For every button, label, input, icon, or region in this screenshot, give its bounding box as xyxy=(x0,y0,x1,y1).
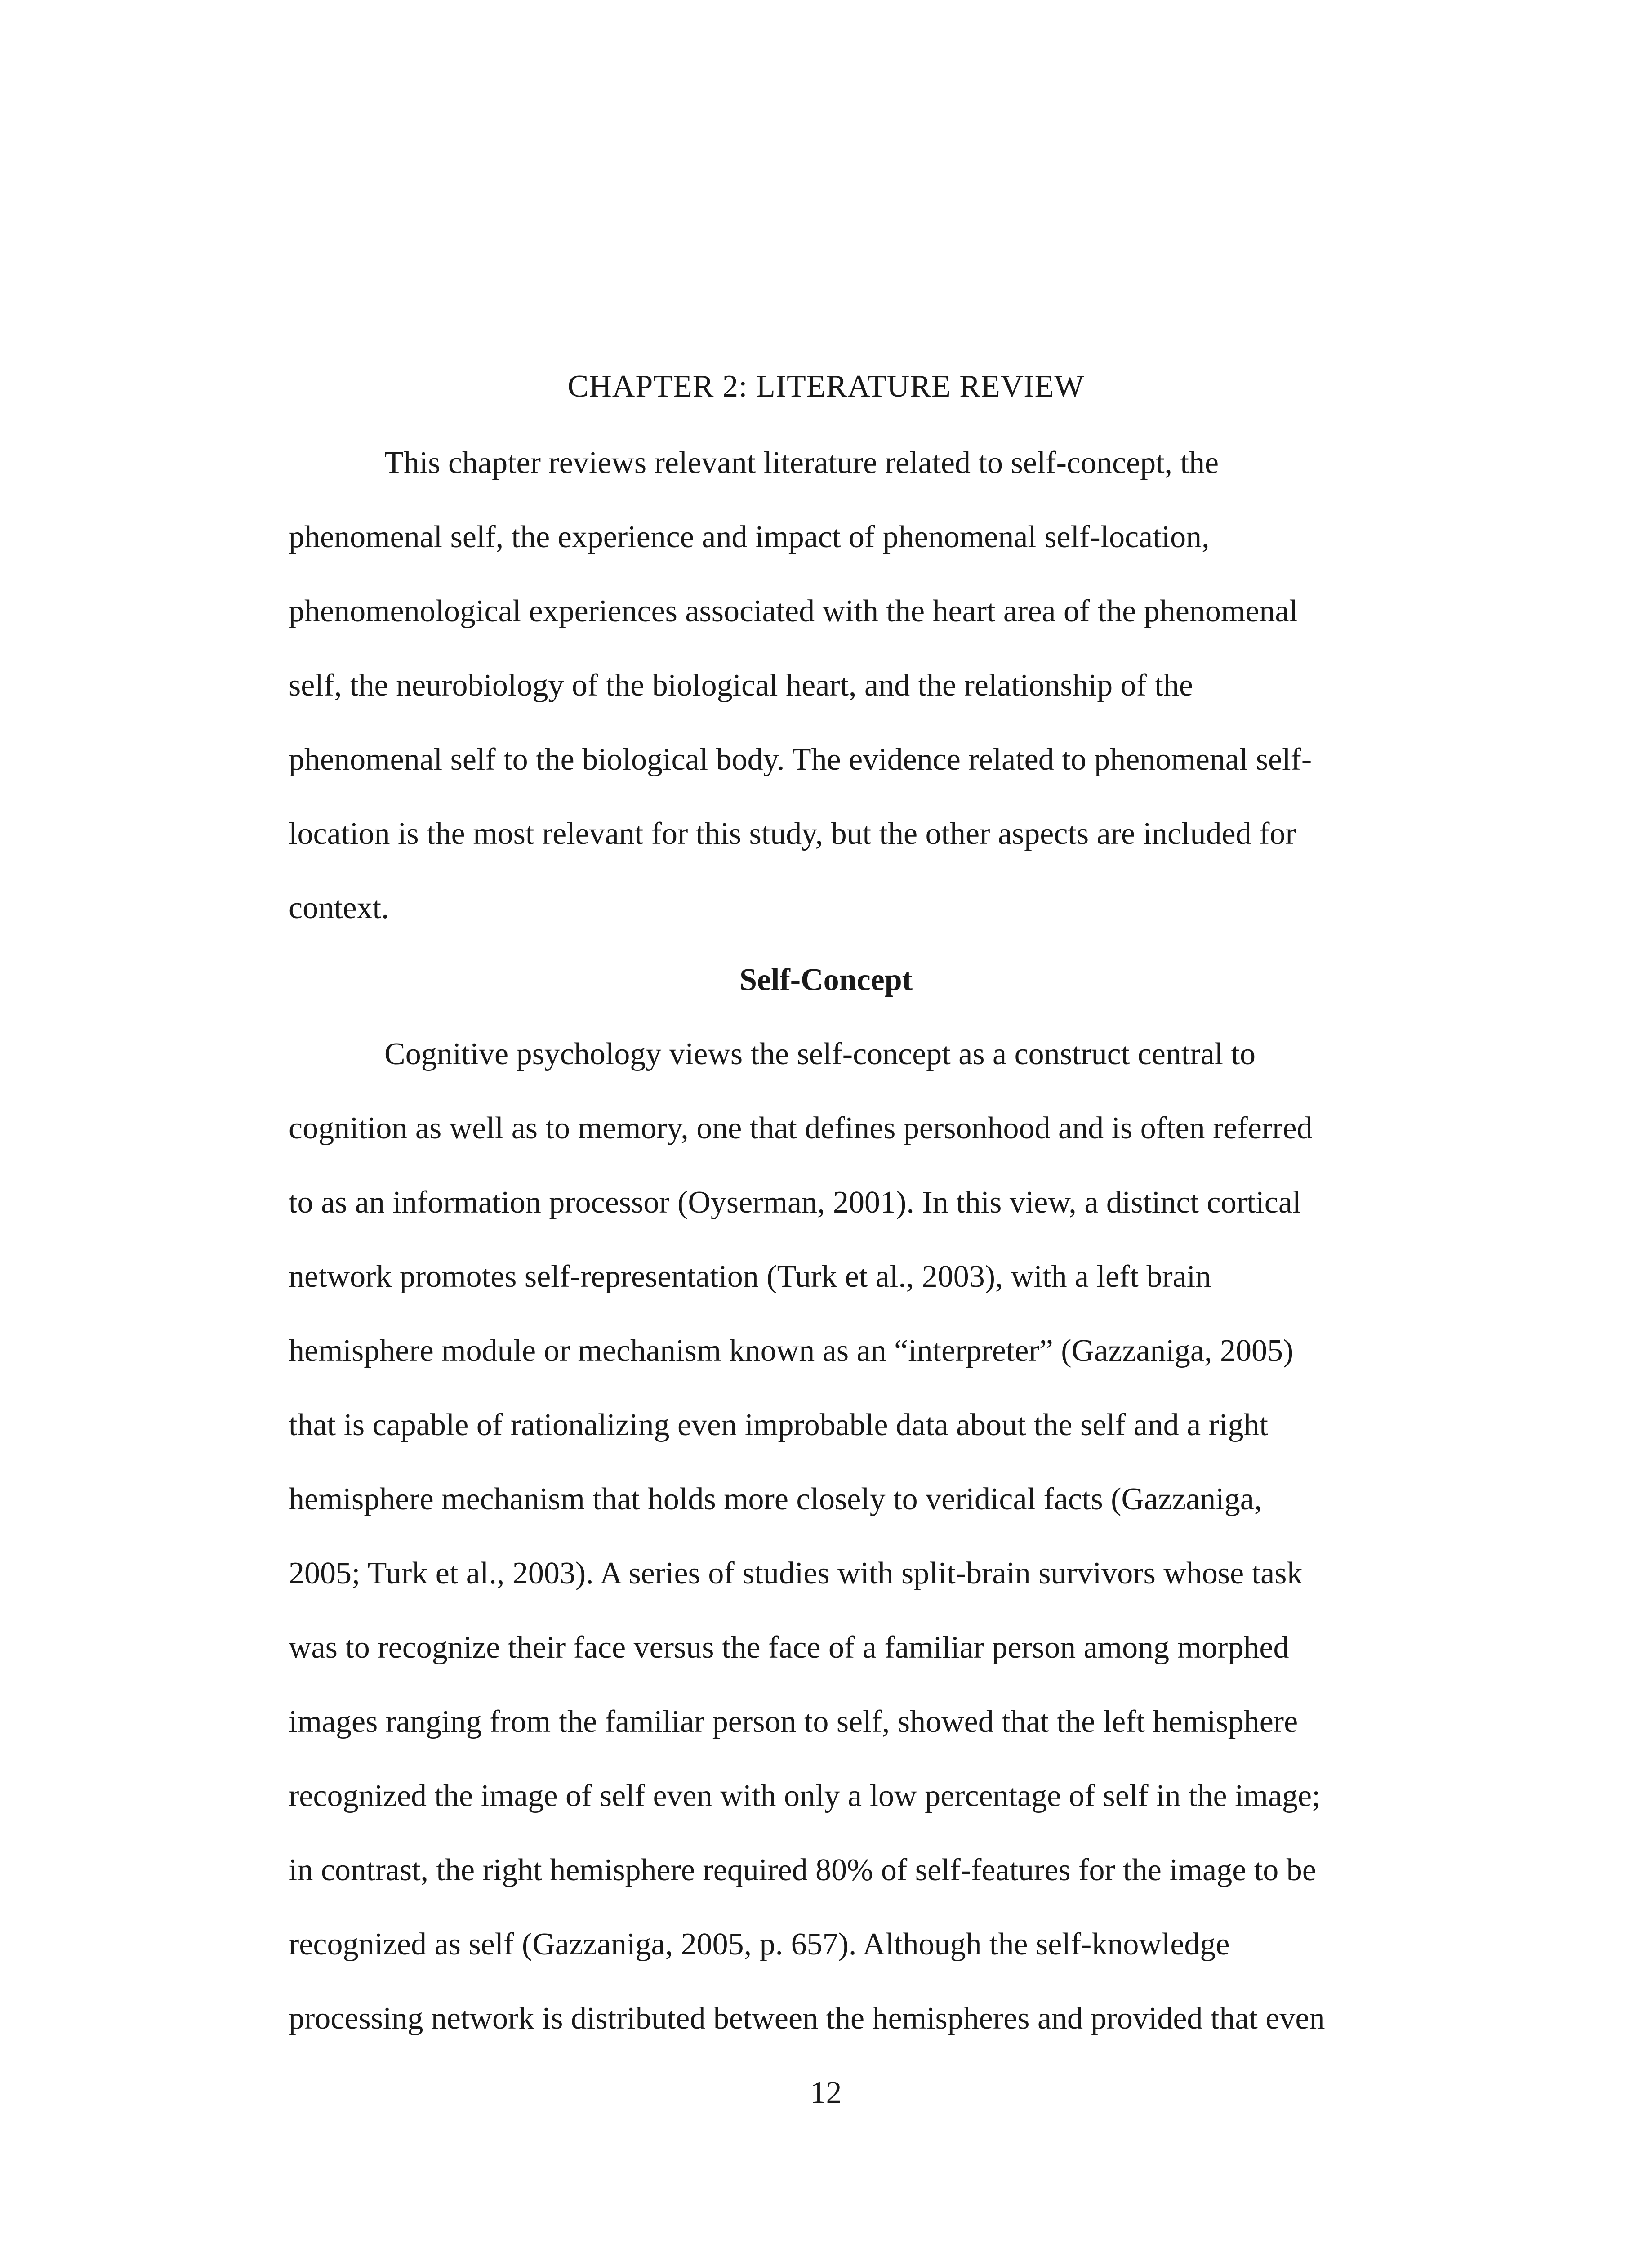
body-line: Cognitive psychology views the self-concept as a construct central to xyxy=(384,1037,1256,1071)
intro-line: self, the neurobiology of the biological heart, and the relationship of the xyxy=(289,668,1193,703)
intro-line: phenomenal self, the experience and impact of phenomenal self-location, xyxy=(289,520,1210,554)
body-line: hemisphere module or mechanism known as an “interpreter” (Gazzaniga, 2005) xyxy=(289,1334,1294,1368)
intro-line: phenomenal self to the biological body. The evidence related to phenomenal self- xyxy=(289,742,1312,777)
intro-line: location is the most relevant for this study, but the other aspects are included for xyxy=(289,816,1296,851)
body-line: that is capable of rationalizing even improbable data about the self and a right xyxy=(289,1408,1268,1442)
page-number: 12 xyxy=(810,2075,842,2110)
body-line: recognized the image of self even with only a low percentage of self in the image; xyxy=(289,1779,1321,1813)
body-line: in contrast, the right hemisphere required 80% of self-features for the image to be xyxy=(289,1853,1316,1887)
body-line: network promotes self-representation (Turk et al., 2003), with a left brain xyxy=(289,1259,1211,1294)
section-heading: Self-Concept xyxy=(739,963,913,997)
body-line: cognition as well as to memory, one that defines personhood and is often referred xyxy=(289,1111,1313,1146)
intro-line: This chapter reviews relevant literature related to self-concept, the xyxy=(384,446,1219,480)
body-line: was to recognize their face versus the face of a familiar person among morphed xyxy=(289,1630,1289,1665)
body-line: hemisphere mechanism that holds more closely to veridical facts (Gazzaniga, xyxy=(289,1482,1262,1517)
chapter-title: CHAPTER 2: LITERATURE REVIEW xyxy=(567,369,1085,404)
intro-line: context. xyxy=(289,891,389,925)
body-line: to as an information processor (Oyserman, 2001). In this view, a distinct cortical xyxy=(289,1185,1301,1220)
body-line: processing network is distributed between the hemispheres and provided that even xyxy=(289,2001,1325,2036)
body-line: images ranging from the familiar person to self, showed that the left hemisphere xyxy=(289,1704,1298,1739)
intro-line: phenomenological experiences associated with the heart area of the phenomenal xyxy=(289,594,1298,629)
body-line: recognized as self (Gazzaniga, 2005, p. 657). Although the self-knowledge xyxy=(289,1927,1230,1962)
body-line: 2005; Turk et al., 2003). A series of studies with split-brain survivors whose task xyxy=(289,1556,1303,1591)
